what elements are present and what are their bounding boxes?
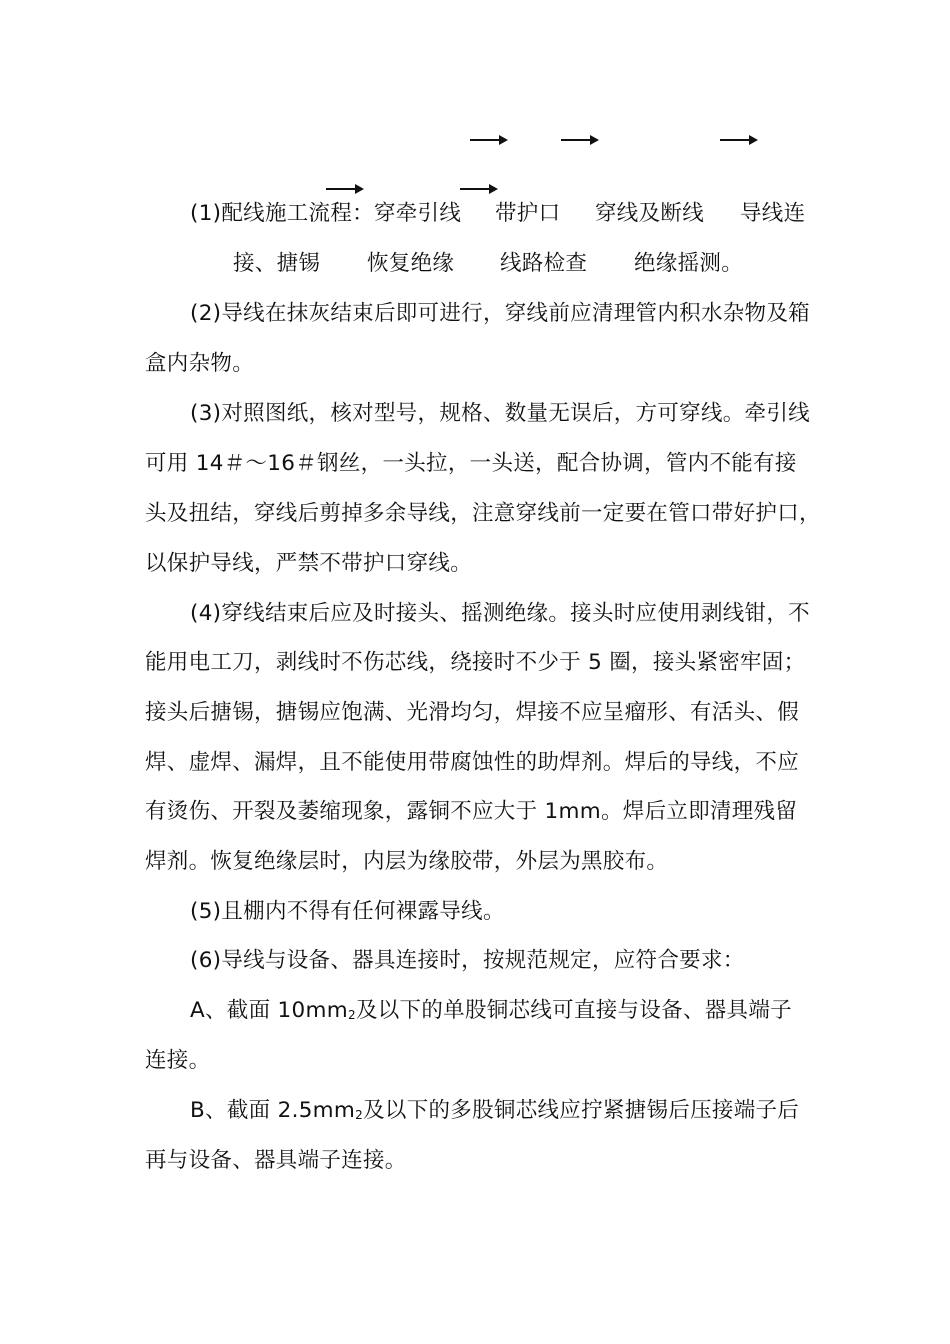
- paragraph-3-line-3: 头及扭结，穿线后剪掉多余导线，注意穿线前一定要在管口带好护口，: [145, 501, 821, 526]
- text: (2)导线在抹灰结束后即可进行，穿线前应清理管内积水杂物及箱: [190, 301, 810, 326]
- flow-line-2: [233, 250, 898, 278]
- paragraph-a-subscript: 2: [348, 1008, 356, 1022]
- paragraph-b-line-2: 再与设备、器具端子连接。: [145, 1148, 407, 1173]
- paragraph-4-line-1: (4)穿线结束后应及时接头、摇测绝缘。接头时应使用剥线钳，不: [190, 601, 810, 626]
- paragraph-a-pre: A、截面 10mm: [190, 998, 348, 1023]
- paragraph-a-line-2: 连接。: [145, 1048, 211, 1073]
- paragraph-b-post: 及以下的多股铜芯线应拧紧搪锡后压接端子后: [363, 1098, 800, 1123]
- flow-arrow-icon: [460, 183, 498, 195]
- flow-step-5: 恢复绝缘: [367, 251, 455, 276]
- flow-step-2: 带护口: [495, 201, 561, 226]
- paragraph-3-line-1: (3)对照图纸，核对型号，规格、数量无误后，方可穿线。牵引线: [190, 401, 810, 426]
- flow-arrow-icon: [470, 134, 508, 146]
- flow-arrow-icon: [561, 134, 599, 146]
- paragraph-2-line-2: 盒内杂物。: [145, 351, 255, 376]
- paragraph-3-line-4: 以保护导线，严禁不带护口穿线。: [145, 551, 473, 576]
- flow-step-4: 导线连: [740, 201, 806, 226]
- paragraph-5-line-1: (5)且棚内不得有任何裸露导线。: [190, 899, 505, 924]
- paragraph-4-line-3: 接头后搪锡，搪锡应饱满、光滑均匀，焊接不应呈瘤形、有活头、假: [145, 700, 800, 725]
- flow-step-7: 绝缘摇测。: [634, 251, 744, 276]
- flow-step-3: 穿线及断线: [595, 201, 705, 226]
- paragraph-2-line-1: [190, 300, 810, 328]
- paragraph-a-line-1: [190, 997, 810, 1029]
- flow-step-4-cont: 接、搪锡: [233, 251, 321, 276]
- paragraph-a-post: 及以下的单股铜芯线可直接与设备、器具端子: [355, 998, 792, 1023]
- paragraph-4-line-4: 焊、虚焊、漏焊，且不能使用带腐蚀性的助焊剂。焊后的导线，不应: [145, 750, 800, 775]
- paragraph-6-line-1: (6)导线与设备、器具连接时，按规范规定，应符合要求：: [190, 948, 745, 973]
- paragraph-4-line-5: 有烫伤、开裂及萎缩现象，露铜不应大于 1mm。焊后立即清理残留: [145, 799, 798, 824]
- paragraph-4-line-2: 能用电工刀，剥线时不伤芯线，绕接时不少于 5 圈，接头紧密牢固；: [145, 650, 806, 675]
- flow-label: (1)配线施工流程：穿牵引线: [190, 201, 462, 226]
- flow-arrow-icon: [326, 183, 364, 195]
- paragraph-b-line-1: [190, 1097, 810, 1129]
- flow-step-6: 线路检查: [500, 251, 588, 276]
- paragraph-b-pre: B、截面 2.5mm: [190, 1098, 356, 1123]
- flow-line-1: [190, 200, 810, 228]
- flow-arrow-icon: [720, 134, 758, 146]
- paragraph-b-subscript: 2: [355, 1108, 364, 1122]
- paragraph-4-line-6: 焊剂。恢复绝缘层时，内层为缘胶带，外层为黑胶布。: [145, 849, 669, 874]
- paragraph-3-line-2: 可用 14＃～16＃钢丝，一头拉，一头送，配合协调，管内不能有接: [145, 451, 797, 476]
